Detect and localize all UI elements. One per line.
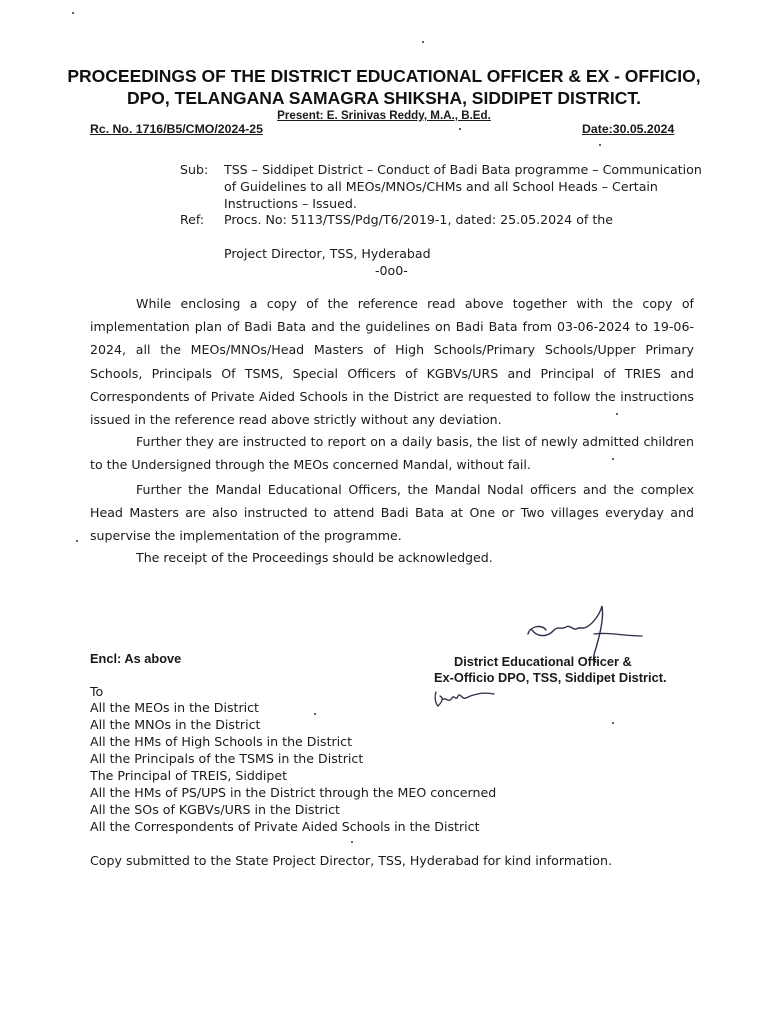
paragraph-1-text: While enclosing a copy of the reference read above together with the copy of implementation plan of Badi Bata and the guidelines on Badi Bata from 03-06-2024 to 19-06-2024, all the MEOs/MNOs/Head Masters of High Schools/Primary Schools/Upper Primary Schools, Principals Of TSMS, Special Officers of KGBVs/URS and Principal of TRIES and Correspondents of Private Aided Schools in the District are requested to follow the instructions issued in the reference read above strictly without any deviation. (90, 296, 694, 428)
signatory-line-2: Ex-Officio DPO, TSS, Siddipet District. (434, 670, 667, 685)
scan-speck (351, 841, 353, 843)
enclosure-note: Encl: As above (90, 651, 182, 666)
paragraph-4-text: The receipt of the Proceedings should be acknowledged. (136, 550, 493, 565)
paragraph-2-text: Further they are instructed to report on a daily basis, the list of newly admitted children to the Undersigned through the MEOs concerned Mandal, without fail. (90, 434, 694, 473)
signatory-line-1: District Educational Officer & (454, 654, 632, 669)
recipient-item: All the MEOs in the District (90, 700, 259, 715)
subject-line-1: TSS – Siddipet District – Conduct of Badi Bata programme – Communication (224, 162, 702, 177)
recipient-item: All the Principals of the TSMS in the District (90, 751, 364, 766)
recipient-item: The Principal of TREIS, Siddipet (90, 768, 288, 783)
document-date: Date:30.05.2024 (582, 122, 675, 136)
scan-speck (76, 540, 78, 542)
sub-label: Sub: (180, 162, 209, 177)
scan-speck (314, 713, 316, 715)
copy-note: Copy submitted to the State Project Director, TSS, Hyderabad for kind information. (90, 853, 612, 868)
recipient-item: All the MNOs in the District (90, 717, 261, 732)
subject-line-3: Instructions – Issued. (224, 196, 357, 211)
recipient-item: All the SOs of KGBVs/URS in the District (90, 802, 340, 817)
reference-number: Rc. No. 1716/B5/CMO/2024-25 (90, 122, 263, 136)
scan-speck (612, 722, 614, 724)
ref-label: Ref: (180, 212, 205, 227)
reference-line-1: Procs. No: 5113/TSS/Pdg/T6/2019-1, dated: 25.05.2024 of the (224, 212, 614, 227)
to-label: To (90, 684, 104, 699)
reference-line-2: Project Director, TSS, Hyderabad (224, 246, 431, 261)
scan-speck (599, 144, 601, 146)
initials-scribble (430, 688, 500, 712)
paragraph-3-text: Further the Mandal Educational Officers, the Mandal Nodal officers and the complex Head Masters are also instructed to attend Badi Bata at One or Two villages everyday and supervise the implementation of the programme. (90, 482, 694, 544)
scan-speck (616, 413, 618, 415)
paragraph-1 (90, 292, 694, 431)
present-line: Present: E. Srinivas Reddy, M.A., B.Ed. (277, 109, 491, 122)
scan-speck (72, 12, 74, 14)
title-line-1: PROCEEDINGS OF THE DISTRICT EDUCATIONAL OFFICER & EX - OFFICIO, (67, 66, 701, 86)
subject-line-2: of Guidelines to all MEOs/MNOs/CHMs and all School Heads – Certain (224, 179, 658, 194)
recipient-item: All the Correspondents of Private Aided Schools in the District (90, 819, 480, 834)
paragraph-2 (90, 430, 694, 476)
scan-speck (422, 41, 424, 43)
title-line-2: DPO, TELANGANA SAMAGRA SHIKSHA, SIDDIPET DISTRICT. (126, 88, 641, 108)
scan-speck (612, 458, 614, 460)
recipient-item: All the HMs of High Schools in the District (90, 734, 353, 749)
paragraph-4 (90, 546, 694, 569)
separator: -0o0- (375, 263, 408, 278)
paragraph-3 (90, 478, 694, 548)
scan-speck (459, 128, 461, 130)
recipient-item: All the HMs of PS/UPS in the District through the MEO concerned (90, 785, 497, 800)
